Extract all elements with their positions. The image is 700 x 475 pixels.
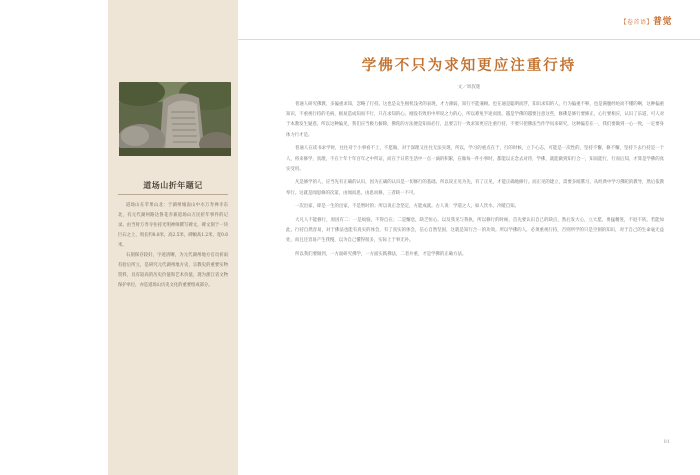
sidebar-paragraph: 石刻保存较好，字迹清晰，为元代湖州地方官员祈雨有验后所立，是研究元代湖州地方史、宗教史的重要实物资料，具有较高的历史价值和艺术价值，现为浙江省文物保护单位，亦是道场山历史文化的重要组成部分。 [118,253,228,288]
section-tag: 【卷首语】 [620,19,653,26]
page-number: 01 [663,439,670,445]
sidebar-text [118,201,228,291]
article-paragraph: 大凡人不能修行，原因有二：一是烦恼，不得自在；二是懈怠，缺乏恒心。以及我见与我执，所以修行的时候，首先要认识自己的缺点，然后发大心，立大愿，勇猛精进，不退不转。若能如此，行持自然容易，对于佛法也能有真实的体会，有了真实的体会，信心自然坚固，这就是知行合一的功效。所以学佛的人，必须重视行持，否则所学的只是空洞的知识，对于自己的生命毫无益处，而且还容易产生我慢，以为自己懂得很多，实际上于事无补。 [286,218,664,244]
left-margin [0,0,108,475]
article-byline: 文／周叔迦 [457,85,481,90]
section-header [620,14,672,27]
article-paragraph: 一次出家，即是一生的出家，不是暂时的；所以说正念坚定，方能成就。古人说：学道之人，如人饮水，冷暖自知。 [295,204,519,210]
brand-name: 普觉 [652,17,672,27]
rock-carving-image [119,82,231,156]
sidebar-photo [119,82,231,156]
article-paragraph: 凡是修学的人，应当先有正确的认识，因为正确的认识是一切修行的基础。所以说正见为先，有了正见，才能正确地修行。而正见的建立，需要多闻熏习，从经典中学习佛陀的教导，然后依教奉行。这就是闻思修的次第，由闻而思，由思而修，三者缺一不可。 [286,180,664,196]
article-title: 学佛不只为求知更应注重行持 [361,57,577,74]
article-paragraph: 普通人研究佛教，多偏重求知，忽略了行持。这也是众生根机浅劣的表现，才力薄弱，知行不能兼顾。也在通是聪明而浮，知识求知的人，行为偏重不够，也是满腹经纶而不懂的啊，这种偏重知识，不重视行持的毛病，极易造成知而不行，只在求知的心。刚没有致用中所说之力的心，所以难免半途而废。越是学佛的越要注意这些，修佛是修行要修正，心行要相应，认识了乐道，可人对于本教发生疑惑，所以这种偏见，我们应当极力摒除，佛陀的方法便是知而必行，总要言行一致求知更应注重行持，不要只把佛法当作学问来研究，这种偏差在一，我们要做到一心一致，一定要身体力行才是。 [286,102,664,138]
sidebar-paragraph: 道场山在苹果山北：于湖州城南山中水万寿禅寺东北，有元代湖州路达鲁花赤兼道场山万民折年事件的记录。由当时万寿寺住持光明禅师撰写碑文，碑文刻于一块巨石之上，周长约8.8米，高2.5米，碑额高1.2米，宽0.6米。 [118,203,228,248]
header-rule [238,39,700,40]
article-body [286,100,664,264]
sidebar-caption-title: 道场山折年题记 [143,180,203,190]
article-paragraph: 普通人在读书求学时，往往对于小事看不上，不愿做，对于深理又往往无法实现，所以，学习的重点在于，行的时候，立下心志，可能是一次性的，坚持不懈，修不懈，坚持下去行持是一个人，将来修学，真理，不在十年十年百年之中所证，而在于日常生活中一点一滴的积累，在做每一件小事时，都能以正念去对待，学佛，就能做到知行合一，知而能行，行而后知，才算是学佛的真实受用。 [286,146,664,172]
caption-divider [118,194,228,195]
article-paragraph: 所以我们要做到，一方面研究佛学，一方面实践佛法，二者并重，才是学佛的正确方法。 [295,252,467,258]
